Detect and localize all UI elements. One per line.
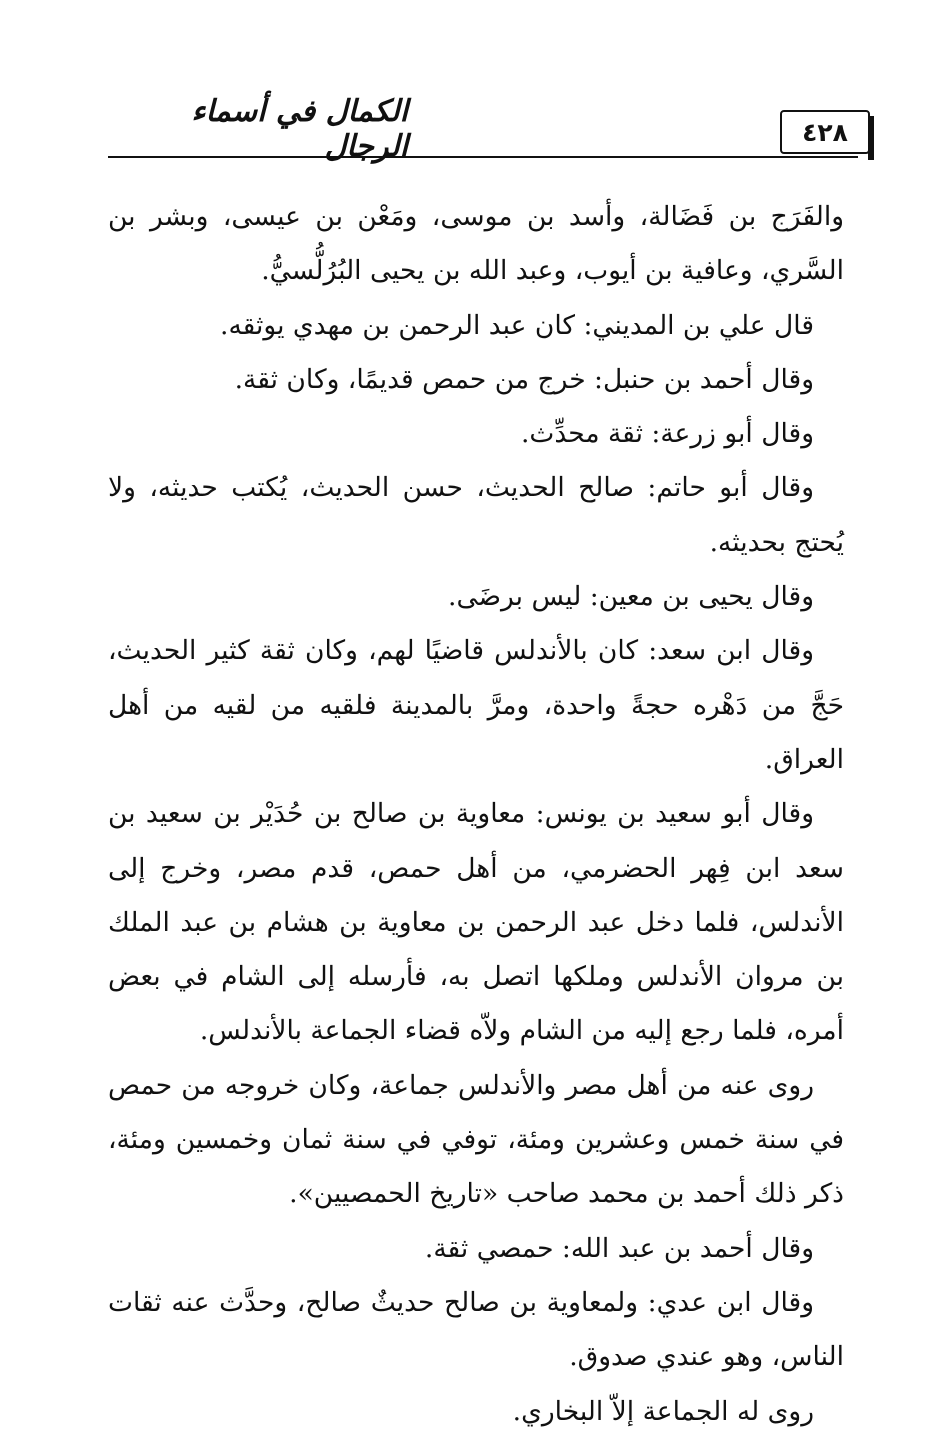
page-header (108, 94, 870, 164)
paragraph: وقال ابن سعد: كان بالأندلس قاضيًا لهم، وكان ثقة كثير الحديث، حَجَّ من دَهْره حجةً واحدة، ومرَّ بالمدينة فلقيه من لقيه من أهل العراق. (108, 635, 844, 775)
paragraph: وقال أبو حاتم: صالح الحديث، حسن الحديث، يُكتب حديثه، ولا يُحتج بحديثه. (108, 472, 844, 558)
page-body (108, 190, 844, 1439)
paragraph: وقال ابن عدي: ولمعاوية بن صالح حديثٌ صالح، وحدَّث عنه ثقات الناس، وهو عندي صدوق. (108, 1286, 844, 1373)
paragraph: وقال أبو زرعة: ثقة محدِّث. (520, 418, 814, 450)
paragraph: وقال أبو سعيد بن يونس: معاوية بن صالح بن حُدَيْر بن سعيد بن سعد ابن فِهر الحضرمي، من أهل حمص، قدم مصر، وخرج إلى الأندلس، فلما دخل عبد الرحمن بن معاوية بن هشام بن عبد الملك بن مروان الأندلس وملكها اتصل به، فأرسله إلى الشام في بعض أمره، فلما رجع إليه من الشام ولاّه قضاء الجماعة بالأندلس. (108, 798, 844, 1047)
paragraph: والفَرَج بن فَضَالة، وأسد بن موسى، ومَعْن بن عيسى، وبشر بن السَّري، وعافية بن أيوب، وعبد الله بن يحيى البُرُلُّسيُّ. (108, 201, 844, 287)
paragraph: قال علي بن المديني: كان عبد الرحمن بن مهدي يوثقه. (220, 309, 814, 341)
paragraph: وقال أحمد بن عبد الله: حمصي ثقة. (424, 1232, 814, 1264)
header-rule (108, 156, 858, 158)
paragraph: روى له الجماعة إلاّ البخاري. (512, 1395, 814, 1427)
paragraph: روى عنه من أهل مصر والأندلس جماعة، وكان خروجه من حمص في سنة خمس وعشرين ومئة، توفي في سنة ثمان وخمسين ومئة، ذكر ذلك أحمد بن محمد صاحب «تاريخ الحمصيين». (108, 1069, 844, 1210)
page-number: ٤٢٨ (780, 110, 870, 154)
paragraph: وقال يحيى بن معين: ليس برضَى. (448, 581, 814, 613)
book-title: الكمال في أسماء الرجال (191, 94, 408, 164)
paragraph: وقال أحمد بن حنبل: خرج من حمص قديمًا، وكان ثقة. (234, 363, 814, 395)
